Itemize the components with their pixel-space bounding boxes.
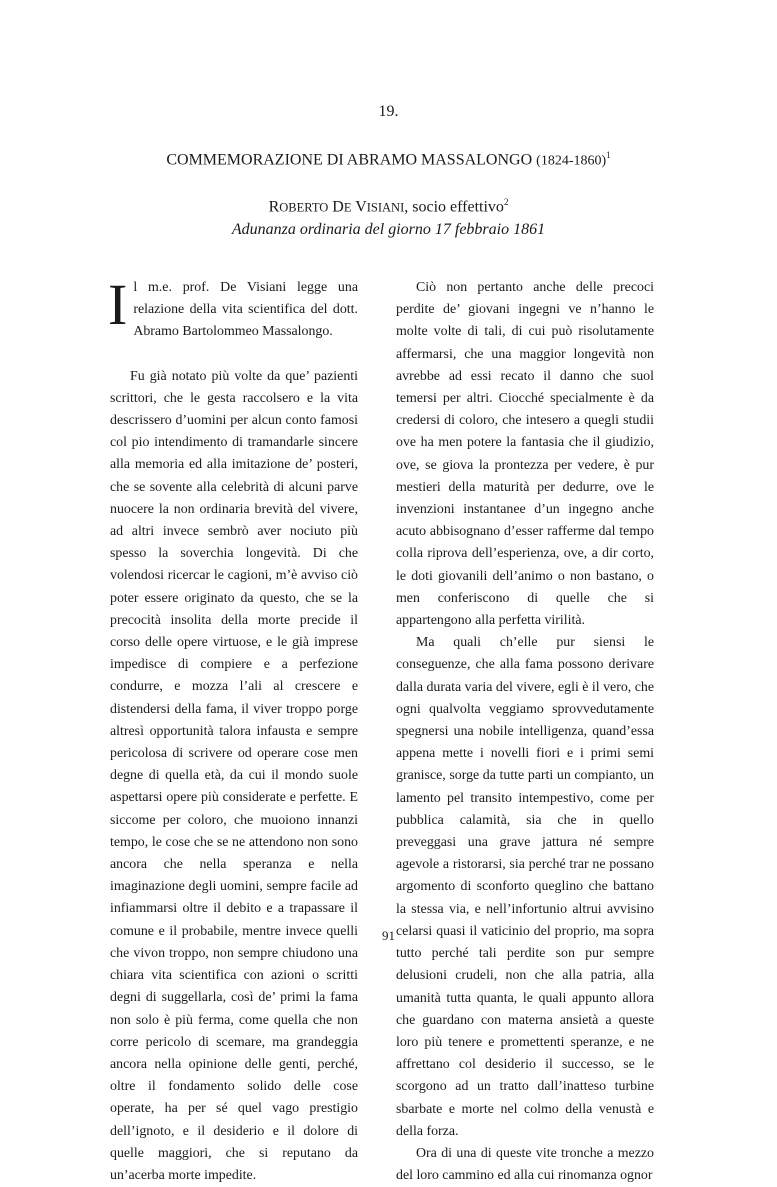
author-name-rest: OBERTO bbox=[279, 200, 329, 215]
author-initial: R bbox=[268, 198, 280, 216]
right-column bbox=[396, 277, 654, 1187]
body-paragraph: Ora di una di queste vite tronche a mezzo del loro cammino ed alla cui rinomanza ognor bbox=[396, 1145, 654, 1184]
author-line bbox=[0, 197, 777, 216]
article-title bbox=[0, 150, 777, 169]
title-footnote-ref: 1 bbox=[606, 150, 611, 160]
drop-cap: I bbox=[108, 272, 128, 337]
intro-paragraph bbox=[108, 272, 358, 344]
title-years: (1824-1860) bbox=[536, 153, 607, 169]
body-paragraph: Ma quali ch’elle pur siensi le conseguenze, che alla fama possono derivare dalla durata varia del vivere, egli è il vero, che ogni qualvolta veggiamo sprovvedutamente spegnersi una nobile intelligenza, quand’essa appena mette i novelli fiori e i primi semi granisce, sorge da tutte parti un compianto, un lamento pel transito intempestivo, come per pubblica calamità, sia che in quello preveggasi una grave jattura né sempre agevole a ristorarsi, sia perché trar ne possano argomento di sconforto queglino che battano la stessa via, e nell’infortunio altrui avvisino celarsi quasi il vaticinio del proprio, ma sopra tutto perché tali perdite son pur sempre delusioni crudeli, non che alla patria, alla umanità tutta quanta, le quali appunto allora che guardano con materna ansietà a queste loro più tenere e promettenti speranze, e ne affrettano col desiderio il successo, se le scorgono ad un tratto dall’inatteso turbine sbarbate e morte nel colmo della venustà e della forza. bbox=[396, 635, 655, 1139]
body-paragraph: Ciò non pertanto anche delle precoci perdite de’ giovani ingegni ve n’hanno le molte volte di tali, di cui può risolutamente affermarsi, che una maggior longevità non avrebbe ad essi recato il danno che suol temersi per altri. Ciocché specialmente è da credersi di coloro, che intesero a quegli studii ove ha men potere la fantasia che il giudizio, ove, se giova la prontezza per vedere, è pur mestieri della maturità per dedurre, ove le invenzioni instantanee d’un ingegno anche acuto abbisognano d’esser rafferme dal tempo colla riprova dell’esperienza, ove, a dir corto, le doti giovanili dell’animo o non bastano, o men conferiscono di quelle che si appartengono alla perfetta virilità. bbox=[396, 280, 654, 629]
author-initial: D bbox=[332, 198, 344, 216]
author-name-rest: E bbox=[343, 200, 352, 215]
title-text: COMMEMORAZIONE DI ABRAMO MASSALONGO bbox=[166, 151, 533, 169]
author-name-rest: ISIANI bbox=[366, 200, 405, 215]
page-number: 91 bbox=[382, 928, 395, 943]
left-column bbox=[108, 272, 358, 1187]
meeting-date: Adunanza ordinaria del giorno 17 febbraio 1861 bbox=[231, 221, 546, 238]
author-initial: V bbox=[355, 198, 367, 216]
intro-text: l m.e. prof. De Visiani legge una relazione della vita scientifica del dott. Abramo Bartolommeo Massalongo. bbox=[133, 280, 358, 340]
chapter-number: 19. bbox=[378, 103, 399, 120]
author-footnote-ref: 2 bbox=[503, 197, 509, 207]
author-role: , socio effettivo bbox=[404, 198, 504, 216]
body-paragraph: Fu già notato più volte da que’ pazienti scrittori, che le gesta raccolsero e la vita descrissero d’uomini per alcun conto famosi col pio intendimento di tramandarle sincere alla memoria ed alla imitazione de’ posteri, che se sovente alla celebrità di alcuni parve nuocere la non ordinaria brevità del vivere, ad altri invece sembrò aver nociuto più spesso la soverchia longevità. Di che volendosi ricercar le cagioni, m’è avviso ciò poter essere originato da questo, che se la precocità insolita della morte precide il corso delle opere virtuose, e le già imprese impedisce di compiere e a perfezione condurre, e mozza l’ali al crescere e distendersi della fama, il viver troppo porge altresì opportunità talora infausta e sempre pericolosa di scrivere od operare cose men degne di quella età, da cui il mondo suole aspettarsi opere più considerate e perfette. E siccome per coloro, che muoiono innanzi tempo, le cose che se ne attendono non sono ancora che nella speranza e nella imaginazione degli uomini, sempre facile ad infiammarsi oltre il debito e a trapassare il comune e il probabile, mentre invece quelli che vivon troppo, non sempre chiudono una chiara vita scientifica con azioni o scritti degni di suggellarla, così de’ primi la fama non solo è più ferma, come quella che non corre pericolo di scemare, ma grandeggia ancora nella opinione delle genti, perché, oltre il fondamento solido delle cose operate, ha per sé quel vago prestigio dell’ignoto, e il desiderio e il dolore di quelle maggiori, che si reputano da un’acerba morte impedite. bbox=[110, 368, 358, 1183]
